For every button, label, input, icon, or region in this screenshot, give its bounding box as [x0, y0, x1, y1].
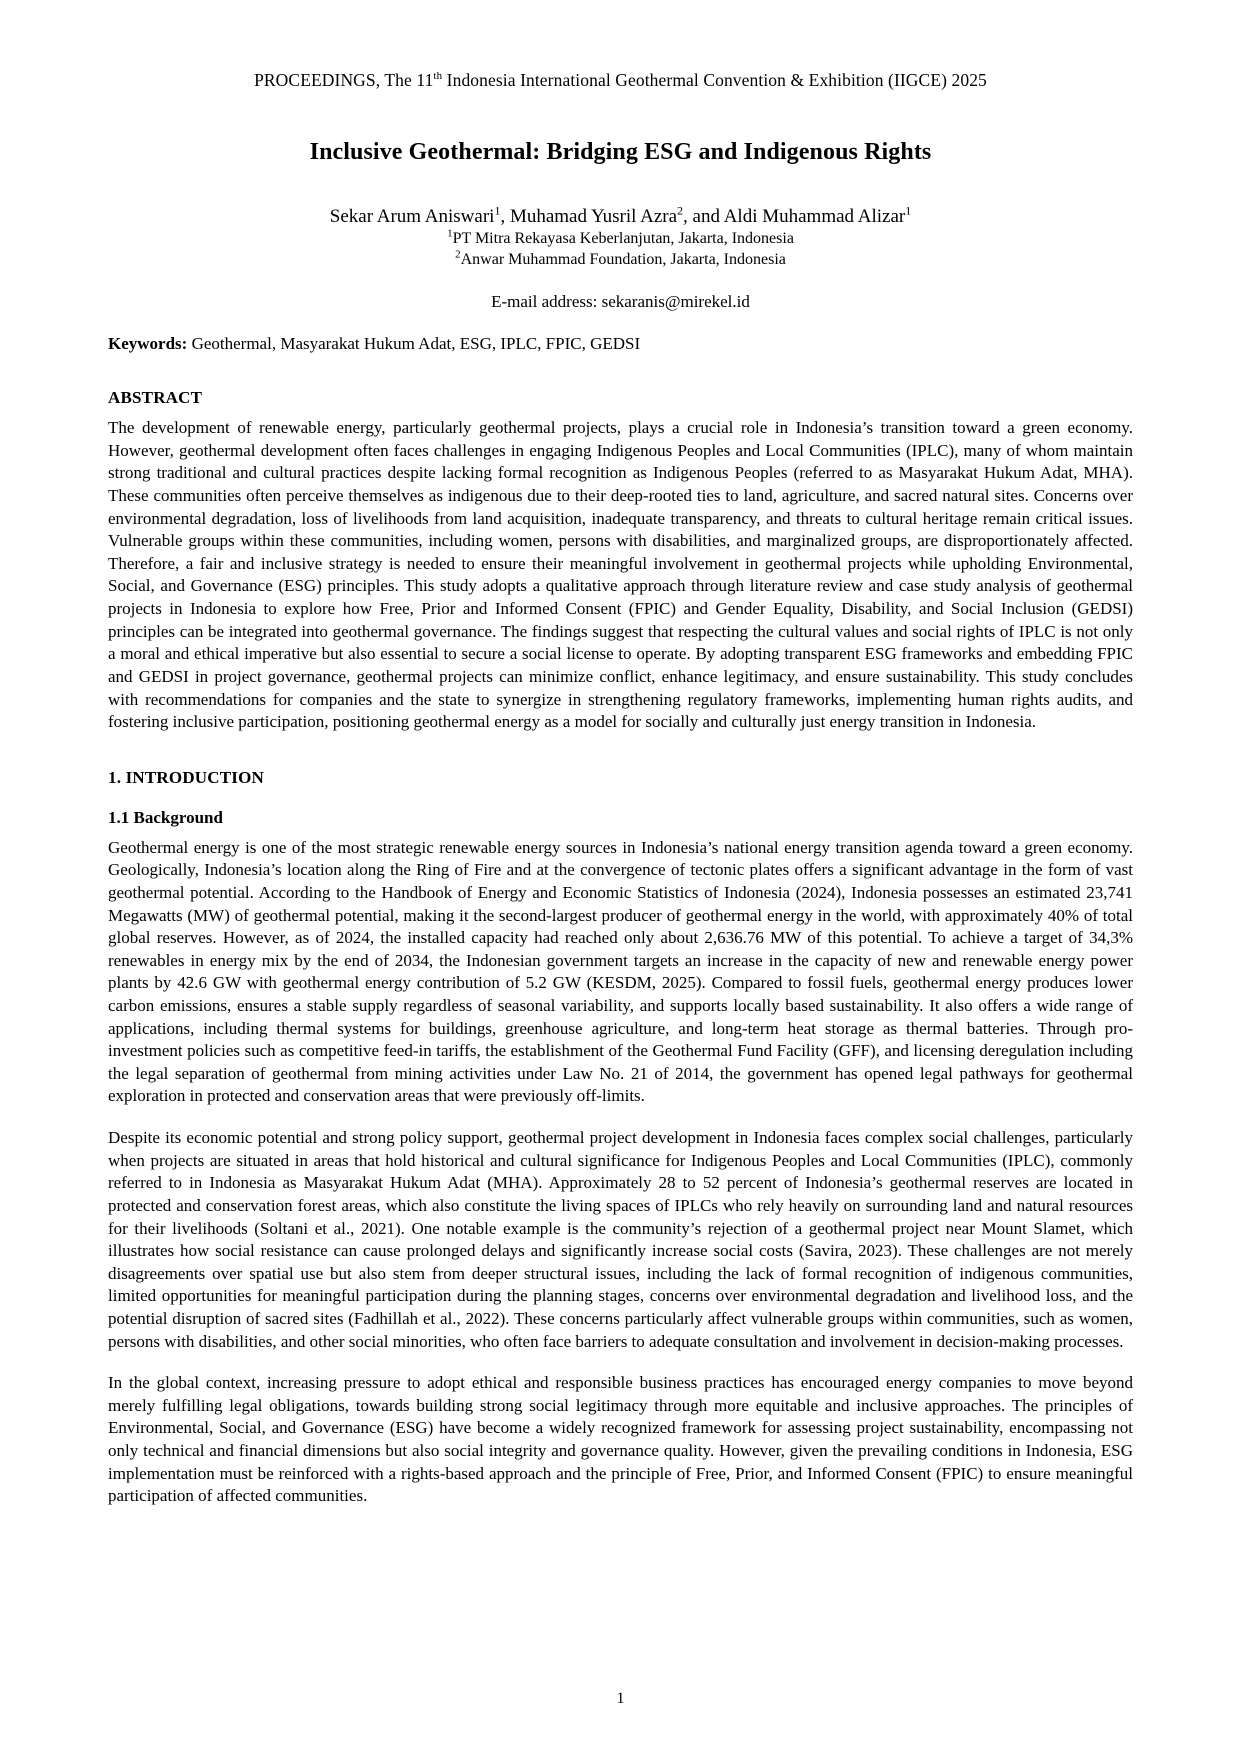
author-separator-1: , [500, 206, 510, 227]
keywords-value: Geothermal, Masyarakat Hukum Adat, ESG, IPLC, FPIC, GEDSI [187, 334, 641, 354]
keywords-label: Keywords: [108, 334, 188, 354]
author-separator-2: , and [683, 206, 724, 227]
abstract-heading: ABSTRACT [108, 388, 203, 408]
introduction-heading: 1. INTRODUCTION [108, 767, 265, 787]
author-3-name: Aldi Muhammad Alizar [723, 206, 906, 227]
author-2-name: Muhamad Yusril Azra [509, 206, 678, 227]
author-1-affiliation-marker: 1 [494, 203, 501, 218]
page-number: 1 [616, 1690, 625, 1707]
author-2-affiliation-marker: 2 [677, 203, 684, 218]
running-head-ordinal-suffix: th [433, 70, 443, 83]
affiliation-1 [108, 228, 1133, 249]
introduction-paragraph-3: In the global context, increasing pressure to adopt ethical and responsible business practices has encouraged energy companies to move beyond merely fulfilling legal obligations, towards building strong social legitimacy through more equitable and inclusive approaches. The principles of Environmental, Social, and Governance (ESG) have become a widely recognized framework for assessing project sustainability, encompassing not only technical and financial dimensions but also social integrity and governance quality. However, given the prevailing conditions in Indonesia, ESG implementation must be reinforced with a rights-based approach and the principle of Free, Prior, and Informed Consent (FPIC) to ensure meaningful participation of affected communities. [108, 1373, 1133, 1506]
author-3-affiliation-marker: 1 [905, 203, 912, 218]
page-title: Inclusive Geothermal: Bridging ESG and Indigenous Rights [309, 139, 932, 165]
keywords-line [108, 334, 1133, 354]
affiliation-1-marker: 1 [447, 227, 453, 240]
introduction-paragraph-2: Despite its economic potential and strong policy support, geothermal project development in Indonesia faces complex social challenges, particularly when projects are situated in areas that hold historical and cultural significance for Indigenous Peoples and Local Communities (IPLC), commonly referred to in Indonesia as Masyarakat Hukum Adat (MHA). Approximately 28 to 52 percent of Indonesia’s geothermal reserves are located in protected and conservation forest areas, which also constitute the living spaces of IPLCs who rely heavily on surrounding land and natural resources for their livelihoods (Soltani et al., 2021). One notable example is the community’s rejection of a geothermal project near Mount Slamet, which illustrates how social resistance can cause prolonged delays and significantly increase social costs (Savira, 2023). These challenges are not merely disagreements over spatial use but also stem from deeper structural issues, including the lack of formal recognition of indigenous communities, limited opportunities for meaningful participation during the planning stages, concerns over environmental degradation and livelihood loss, and the potential disruption of sacred sites (Fadhillah et al., 2022). These concerns particularly affect vulnerable groups within communities, such as women, persons with disabilities, and other social minorities, who often face barriers to adequate consultation and involvement in decision-making processes. [108, 1128, 1133, 1351]
running-head-suffix: Indonesia International Geothermal Convention & Exhibition (IIGCE) 2025 [442, 70, 987, 90]
affiliation-1-text: PT Mitra Rekayasa Keberlanjutan, Jakarta, Indonesia [452, 230, 794, 247]
background-subheading: 1.1 Background [108, 807, 223, 827]
introduction-paragraph-1: Geothermal energy is one of the most strategic renewable energy sources in Indonesia’s national energy transition agenda toward a green economy. Geologically, Indonesia’s location along the Ring of Fire and at the convergence of tectonic plates offers a significant advantage in the form of vast geothermal potential. According to the Handbook of Energy and Economic Statistics of Indonesia (2024), Indonesia possesses an estimated 23,741 Megawatts (MW) of geothermal potential, making it the second-largest producer of geothermal energy in the world, with approximately 40% of total global reserves. However, as of 2024, the installed capacity had reached only about 2,636.76 MW of this potential. To achieve a target of 34,3% renewables in energy mix by the end of 2034, the Indonesian government targets an increase in the capacity of new and renewable energy power plants by 42.6 GW with geothermal energy contribution of 5.2 GW (KESDM, 2025). Compared to fossil fuels, geothermal energy produces lower carbon emissions, ensures a stable supply regardless of seasonal variability, and supports locally based sustainability. It also offers a wide range of applications, including thermal systems for buildings, greenhouse agriculture, and long-term heat storage as thermal batteries. Through pro-investment policies such as competitive feed-in tariffs, the establishment of the Geothermal Fund Facility (GFF), and licensing deregulation including the legal separation of geothermal from mining activities under Law No. 21 of 2014, the government has opened legal pathways for geothermal exploration in protected and conservation areas that were previously off-limits. [108, 837, 1133, 1106]
running-head-prefix: PROCEEDINGS, The 11 [254, 70, 434, 90]
affiliation-2 [108, 249, 1133, 270]
running-head [108, 70, 1133, 91]
author-1-name: Sekar Arum Aniswari [329, 206, 495, 227]
abstract-text: The development of renewable energy, particularly geothermal projects, plays a crucial role in Indonesia’s transition toward a green economy. However, geothermal development often faces challenges in engaging Indigenous Peoples and Local Communities (IPLC), many of whom maintain strong traditional and cultural practices despite lacking formal recognition as Indigenous Peoples (referred to as Masyarakat Hukum Adat, MHA). These communities often perceive themselves as indigenous due to their deep-rooted ties to land, agriculture, and sacred natural sites. Concerns over environmental degradation, loss of livelihoods from land acquisition, inadequate transparency, and threats to cultural heritage remain critical issues. Vulnerable groups within these communities, including women, persons with disabilities, and marginalized groups, are disproportionately affected. Therefore, a fair and inclusive strategy is needed to ensure their meaningful involvement in geothermal projects while upholding Environmental, Social, and Governance (ESG) principles. This study adopts a qualitative approach through literature review and case study analysis of geothermal projects in Indonesia to explore how Free, Prior and Informed Consent (FPIC) and Gender Equality, Disability, and Social Inclusion (GEDSI) principles can be integrated into geothermal governance. The findings suggest that respecting the cultural values and social rights of IPLC is not only a moral and ethical imperative but also essential to secure a social license to operate. By adopting transparent ESG frameworks and embedding FPIC and GEDSI in project governance, geothermal projects can minimize conflict, enhance legitimacy, and ensure sustainability. This study concludes with recommendations for companies and the state to synergize in strengthening regulatory frameworks, implementing human rights audits, and fostering inclusive participation, positioning geothermal energy as a model for socially and culturally just energy transition in Indonesia. [108, 418, 1133, 732]
author-list [108, 203, 1133, 228]
corresponding-email: E-mail address: sekaranis@mirekel.id [491, 292, 750, 312]
affiliation-2-marker: 2 [455, 248, 461, 261]
affiliation-2-text: Anwar Muhammad Foundation, Jakarta, Indonesia [460, 251, 786, 269]
